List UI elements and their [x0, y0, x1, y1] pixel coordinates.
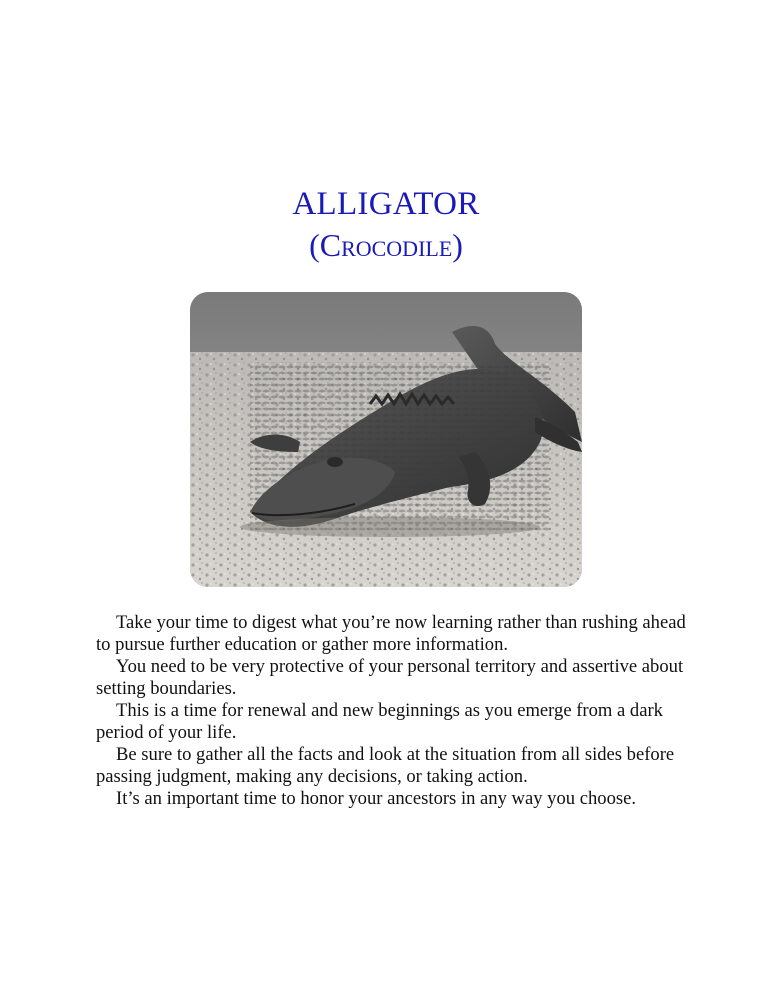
paragraph: It’s an important time to honor your ancestors in any way you choose. — [116, 788, 636, 809]
paragraph: This is a time for renewal and new beginnings as you emerge from a dark period of your life. — [96, 700, 663, 743]
subtitle-open: (C — [309, 227, 342, 263]
subtitle-small-caps: rocodile — [341, 227, 453, 263]
alligator-photo — [190, 292, 582, 587]
alligator-eye — [327, 457, 343, 467]
alligator-illustration — [190, 292, 582, 587]
paragraph: You need to be very protective of your personal territory and assertive about setting boundaries. — [96, 656, 684, 699]
subtitle-close: ) — [452, 227, 463, 263]
alligator-shadow — [240, 517, 540, 537]
page-title: ALLIGATOR — [292, 186, 480, 222]
body-text — [96, 612, 686, 810]
page-subtitle — [0, 226, 772, 264]
paragraph: Take your time to digest what you’re now learning rather than rushing ahead to pursue further education or gather more information. — [96, 612, 686, 655]
paragraph: Be sure to gather all the facts and look at the situation from all sides before passing judgment, making any decisions, or taking action. — [96, 744, 675, 787]
